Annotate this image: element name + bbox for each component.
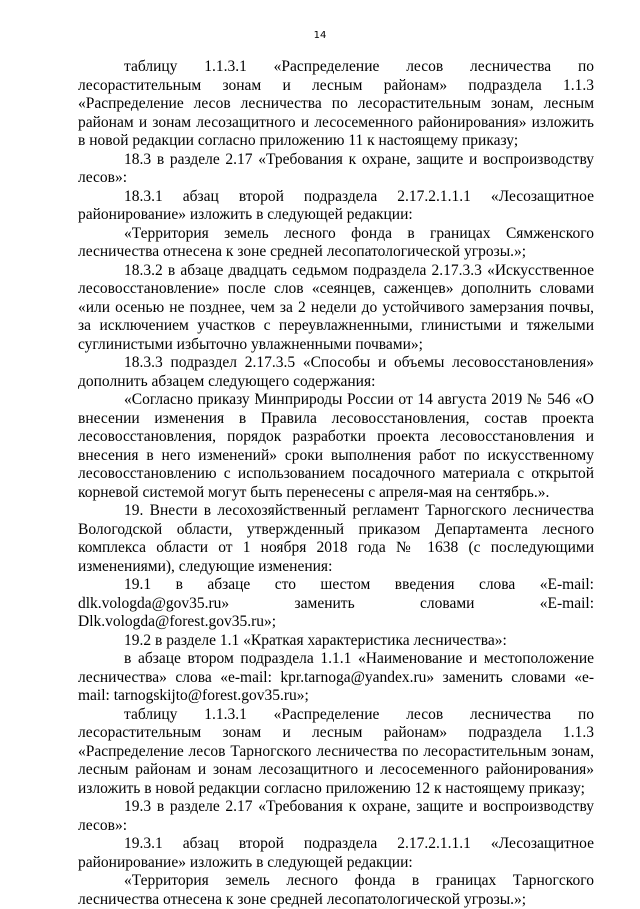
- paragraph: «Территория земель лесного фонда в границах Сямженского лесничества отнесена к зоне средней лесопатологической угрозы.»;: [78, 224, 594, 260]
- paragraph: в абзаце втором подраздела 1.1.1 «Наименование и местоположение лесничества» слова «e-mail: kpr.tarnoga@yandex.ru» заменить словами «e-mail: tarnogskijto@forest.gov35.ru»;: [78, 650, 594, 704]
- paragraph: 18.3 в разделе 2.17 «Требования к охране, защите и воспроизводству лесов»:: [78, 150, 594, 186]
- document-body: [78, 58, 594, 909]
- paragraph: 18.3.3 подраздел 2.17.3.5 «Способы и объемы лесовосстановления» дополнить абзацем следующего содержания:: [78, 354, 594, 390]
- paragraph: 19. Внести в лесохозяйственный регламент Тарногского лесничества Вологодской области, утвержденный приказом Департамента лесного комплекса области от 1 ноября 2018 года № 1638 (с последующими изменениями), следующие изменения:: [78, 502, 594, 575]
- paragraph: 18.3.1 абзац второй подраздела 2.17.2.1.1.1 «Лесозащитное районирование» изложить в следующей редакции:: [78, 187, 594, 223]
- paragraph: «Территория земель лесного фонда в границах Тарногского лесничества отнесена к зоне средней лесопатологической угрозы.»;: [78, 872, 594, 908]
- paragraph: 19.2 в разделе 1.1 «Краткая характеристика лесничества»:: [124, 631, 507, 649]
- paragraph: «Согласно приказу Минприроды России от 14 августа 2019 № 546 «О внесении изменения в Правила лесовосстановления, состав проекта лесовосстановления, порядок разработки проекта лесовосстановления и внесения в него изменений» сроки выполнения работ по искусственному лесовосстановлению с использованием посадочного материала с открытой корневой системой могут быть перенесены с апреля-мая на сентябрь.».: [78, 391, 594, 501]
- paragraph: 19.3.1 абзац второй подраздела 2.17.2.1.1.1 «Лесозащитное районирование» изложить в следующей редакции:: [78, 835, 594, 871]
- paragraph: таблицу 1.1.3.1 «Распределение лесов лесничества по лесорастительным зонам и лесным районам» подраздела 1.1.3 «Распределение лесов лесничества по лесорастительным зонам, лесным районам и зонам лесозащитного и лесосеменного районирования» изложить в новой редакции согласно приложению 11 к настоящему приказу;: [78, 58, 594, 149]
- paragraph: 19.1 в абзаце сто шестом введения слова «E-mail: dlk.vologda@gov35.ru» заменить словами «E-mail: Dlk.vologda@forest.gov35.ru»;: [78, 576, 594, 630]
- paragraph: таблицу 1.1.3.1 «Распределение лесов лесничества по лесорастительным зонам и лесным районам» подраздела 1.1.3 «Распределение лесов Тарногского лесничества по лесорастительным зонам, лесным районам и зонам лесозащитного и лесосеменного районирования» изложить в новой редакции согласно приложению 12 к настоящему приказу;: [78, 705, 594, 797]
- paragraph: 19.3 в разделе 2.17 «Требования к охране, защите и воспроизводству лесов»:: [78, 798, 594, 834]
- paragraph: 18.3.2 в абзаце двадцать седьмом подраздела 2.17.3.3 «Искусственное лесовосстановление» после слов «сеянцев, саженцев» дополнить словами «или осенью не позднее, чем за 2 недели до устойчивого замерзания почвы, за исключением участков с переувлажненными, глинистыми и тяжелыми суглинистыми избыточно увлажненными почвами»;: [78, 261, 594, 353]
- page-number: 14: [313, 30, 327, 41]
